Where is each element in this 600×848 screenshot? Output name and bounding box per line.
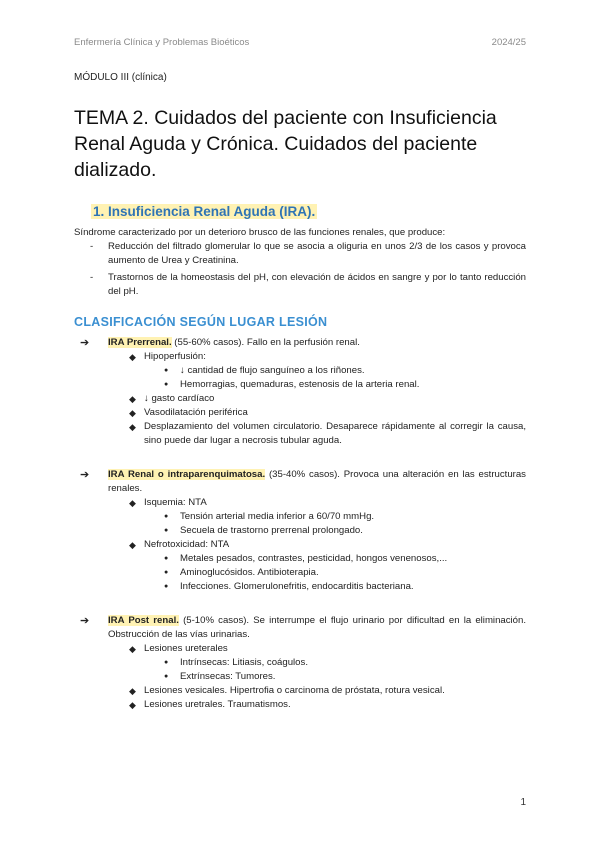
section-heading-ira: 1. Insuficiencia Renal Aguda (IRA).	[93, 204, 316, 219]
dot-bullet-icon: ●	[164, 555, 169, 562]
header-course: Enfermería Clínica y Problemas Bioéticos	[74, 37, 250, 48]
list-item: - Reducción del filtrado glomerular lo que se asocia a oliguria en unos 2/3 de los casos y provoca aumento de Urea y Creatinina.	[90, 241, 526, 266]
intro-paragraph: Síndrome caracterizado por un deterioro brusco de las funciones renales, que produce:	[74, 227, 446, 238]
diamond-bullet-icon: ◆	[129, 422, 136, 432]
diamond-bullet-icon: ◆	[129, 498, 136, 508]
header-year: 2024/25	[491, 37, 526, 48]
arrow-icon: ➔	[80, 469, 90, 481]
diamond-bullet-icon: ◆	[129, 700, 136, 710]
dot-bullet-icon: ●	[164, 527, 169, 534]
dot-bullet-icon: ●	[164, 513, 169, 520]
list-item: ● Intrínsecas: Litiasis, coágulos.	[164, 657, 308, 668]
dash-list	[74, 240, 526, 302]
arrow-icon: ➔	[80, 337, 90, 349]
module-label: MÓDULO III (clínica)	[74, 72, 167, 83]
postrenal-block	[74, 614, 526, 712]
renal-block	[74, 468, 526, 594]
diamond-bullet-icon: ◆	[129, 644, 136, 654]
list-item: ● Aminoglucósidos. Antibioterapia.	[164, 567, 319, 578]
list-item: ◆ Isquemia: NTA	[129, 497, 207, 508]
list-item: ● Infecciones. Glomerulonefritis, endocarditis bacteriana.	[164, 581, 414, 592]
arrow-icon: ➔	[80, 615, 90, 627]
list-item: ● ↓ cantidad de flujo sanguíneo a los riñones.	[164, 365, 365, 376]
page-title: TEMA 2. Cuidados del paciente con Insuficiencia Renal Aguda y Crónica. Cuidados del paciente dializado.	[74, 107, 497, 181]
list-item: ◆ ↓ gasto cardíaco	[129, 393, 215, 404]
list-item: ● Hemorragias, quemaduras, estenosis de la arteria renal.	[164, 379, 420, 390]
renal-label: IRA Renal o intraparenquimatosa.	[108, 469, 266, 480]
list-item: ➔ IRA Post renal. (5-10% casos). Se interrumpe el flujo urinario por dificultad en la eliminación. Obstrucción de las vías urinarias.	[80, 615, 526, 640]
prerrenal-block	[74, 336, 526, 448]
dash-bullet: -	[90, 272, 94, 283]
list-item: ● Metales pesados, contrastes, pesticidad, hongos venenosos,...	[164, 553, 448, 564]
diamond-bullet-icon: ◆	[129, 394, 136, 404]
diamond-bullet-icon: ◆	[129, 408, 136, 418]
dot-bullet-icon: ●	[164, 367, 169, 374]
list-item: ● Extrínsecas: Tumores.	[164, 671, 276, 682]
dot-bullet-icon: ●	[164, 583, 169, 590]
list-item: ● Secuela de trastorno prerrenal prolongado.	[164, 525, 363, 536]
list-item: ◆ Vasodilatación periférica	[129, 407, 248, 418]
list-item: ◆ Lesiones ureterales	[129, 643, 228, 654]
dot-bullet-icon: ●	[164, 381, 169, 388]
list-item: ◆ Nefrotoxicidad: NTA	[129, 539, 230, 550]
list-item: ◆ Desplazamiento del volumen circulatorio. Desaparece rápidamente al corregir la causa, sino puede dar lugar a necrosis tubular aguda.	[129, 421, 526, 446]
list-item: - Trastornos de la homeostasis del pH, con elevación de ácidos en sangre y por lo tanto reducción del pH.	[90, 272, 526, 297]
diamond-bullet-icon: ◆	[129, 540, 136, 550]
prerrenal-label: IRA Prerrenal.	[108, 337, 172, 348]
list-item: ➔ IRA Renal o intraparenquimatosa. (35-40% casos). Provoca una alteración en las estructuras renales.	[80, 469, 526, 494]
list-item: ◆ Lesiones vesicales. Hipertrofia o carcinoma de próstata, rotura vesical.	[129, 685, 445, 696]
dot-bullet-icon: ●	[164, 673, 169, 680]
list-item: ➔ IRA Prerrenal. (55-60% casos). Fallo en la perfusión renal.	[80, 337, 360, 349]
diamond-bullet-icon: ◆	[129, 686, 136, 696]
dot-bullet-icon: ●	[164, 659, 169, 666]
dot-bullet-icon: ●	[164, 569, 169, 576]
list-item: ◆ Lesiones uretrales. Traumatismos.	[129, 699, 291, 710]
classification-heading: CLASIFICACIÓN SEGÚN LUGAR LESIÓN	[74, 315, 328, 329]
diamond-bullet-icon: ◆	[129, 352, 136, 362]
list-item: ● Tensión arterial media inferior a 60/70 mmHg.	[164, 511, 375, 522]
dash-bullet: -	[90, 241, 94, 252]
list-item: ◆ Hipoperfusión:	[129, 351, 206, 362]
postrenal-label: IRA Post renal.	[108, 615, 179, 626]
page-number: 1	[520, 797, 526, 808]
